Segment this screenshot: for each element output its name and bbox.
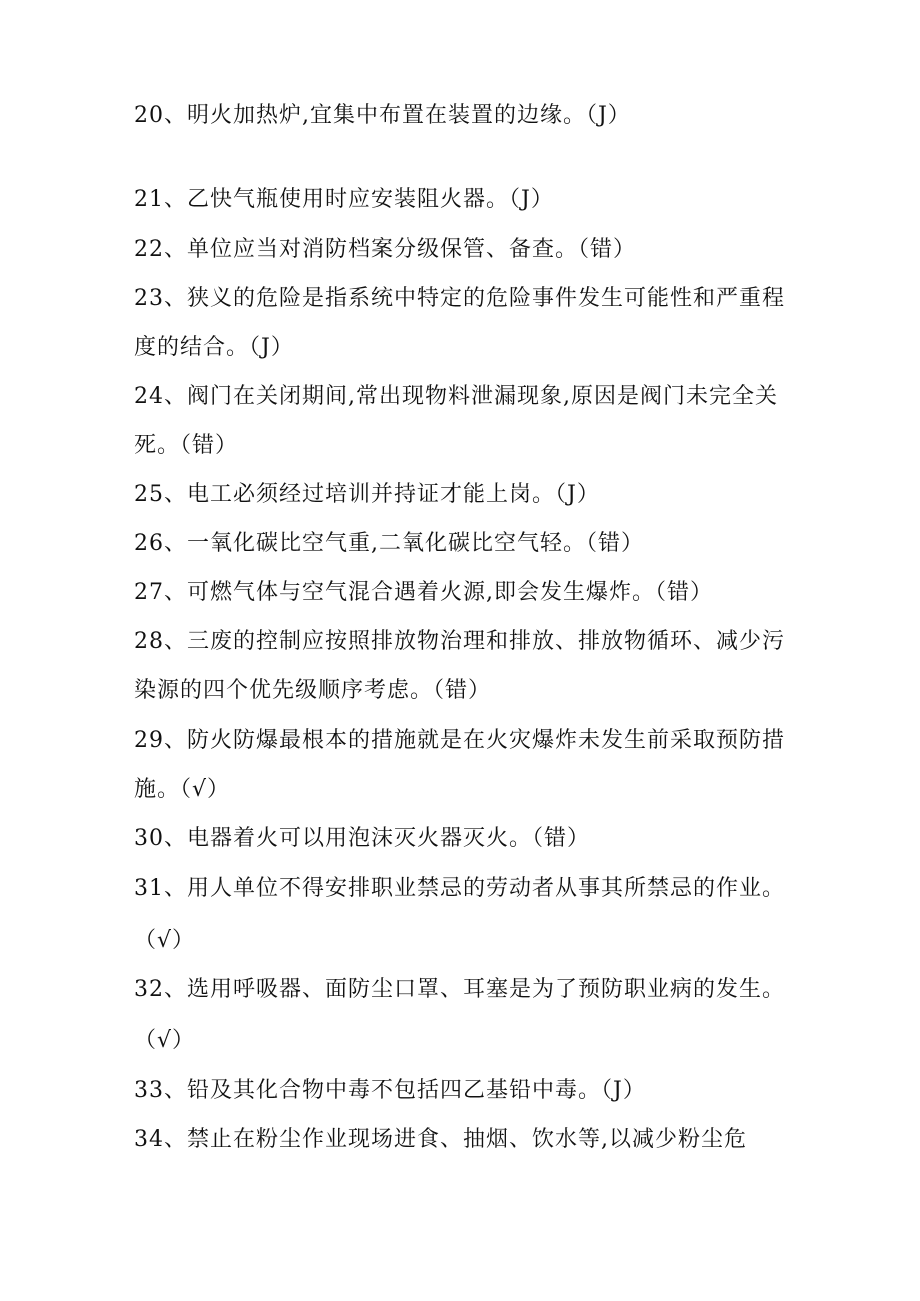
text-line-q30: 30、电器着火可以用泡沫灭火器灭火。（错） (134, 826, 590, 851)
text-line-q24: 24、阀门在关闭期间,常出现物料泄漏现象,原因是阀门未完全关 (134, 384, 778, 409)
text-line-q25: 25、电工必须经过培训并持证才能上岗。（J） (134, 482, 600, 507)
text-line-q32: 32、选用呼吸器、面防尘口罩、耳塞是为了预防职业病的发生。 (134, 977, 785, 1002)
text-line-q34: 34、禁止在粉尘作业现场进食、抽烟、饮水等,以减少粉尘危 (134, 1127, 747, 1152)
text-line-q21: 21、乙快气瓶使用时应安装阻火器。（J） (134, 187, 554, 212)
text-line-q29-cont: 施。（√） (134, 777, 231, 802)
text-line-q20: 20、明火加热炉,宜集中布置在装置的边缘。（J） (134, 103, 631, 128)
text-line-q28-cont: 染源的四个优先级顺序考虑。（错） (134, 678, 492, 703)
text-line-q32-cont: （√） (134, 1028, 196, 1053)
text-line-q27: 27、可燃气体与空气混合遇着火源,即会发生爆炸。（错） (134, 580, 713, 605)
text-line-q28: 28、三废的控制应按照排放物治理和排放、排放物循环、减少污 (134, 629, 785, 654)
text-line-q23: 23、狭义的危险是指系统中特定的危险事件发生可能性和严重程 (134, 286, 785, 311)
text-line-q31: 31、用人单位不得安排职业禁忌的劳动者从事其所禁忌的作业。 (134, 876, 785, 901)
text-line-q33: 33、铅及其化合物中毒不包括四乙基铅中毒。（J） (134, 1078, 646, 1103)
text-line-q23-cont: 度的结合。（J） (134, 335, 294, 360)
text-line-q24-cont: 死。（错） (134, 433, 239, 458)
text-line-q26: 26、一氧化碳比空气重,二氧化碳比空气轻。（错） (134, 531, 644, 556)
text-line-q29: 29、防火防爆最根本的措施就是在火灾爆炸未发生前采取预防措 (134, 728, 785, 753)
text-line-q22: 22、单位应当对消防档案分级保管、备查。（错） (134, 237, 636, 262)
text-line-q31-cont: （√） (134, 928, 196, 953)
